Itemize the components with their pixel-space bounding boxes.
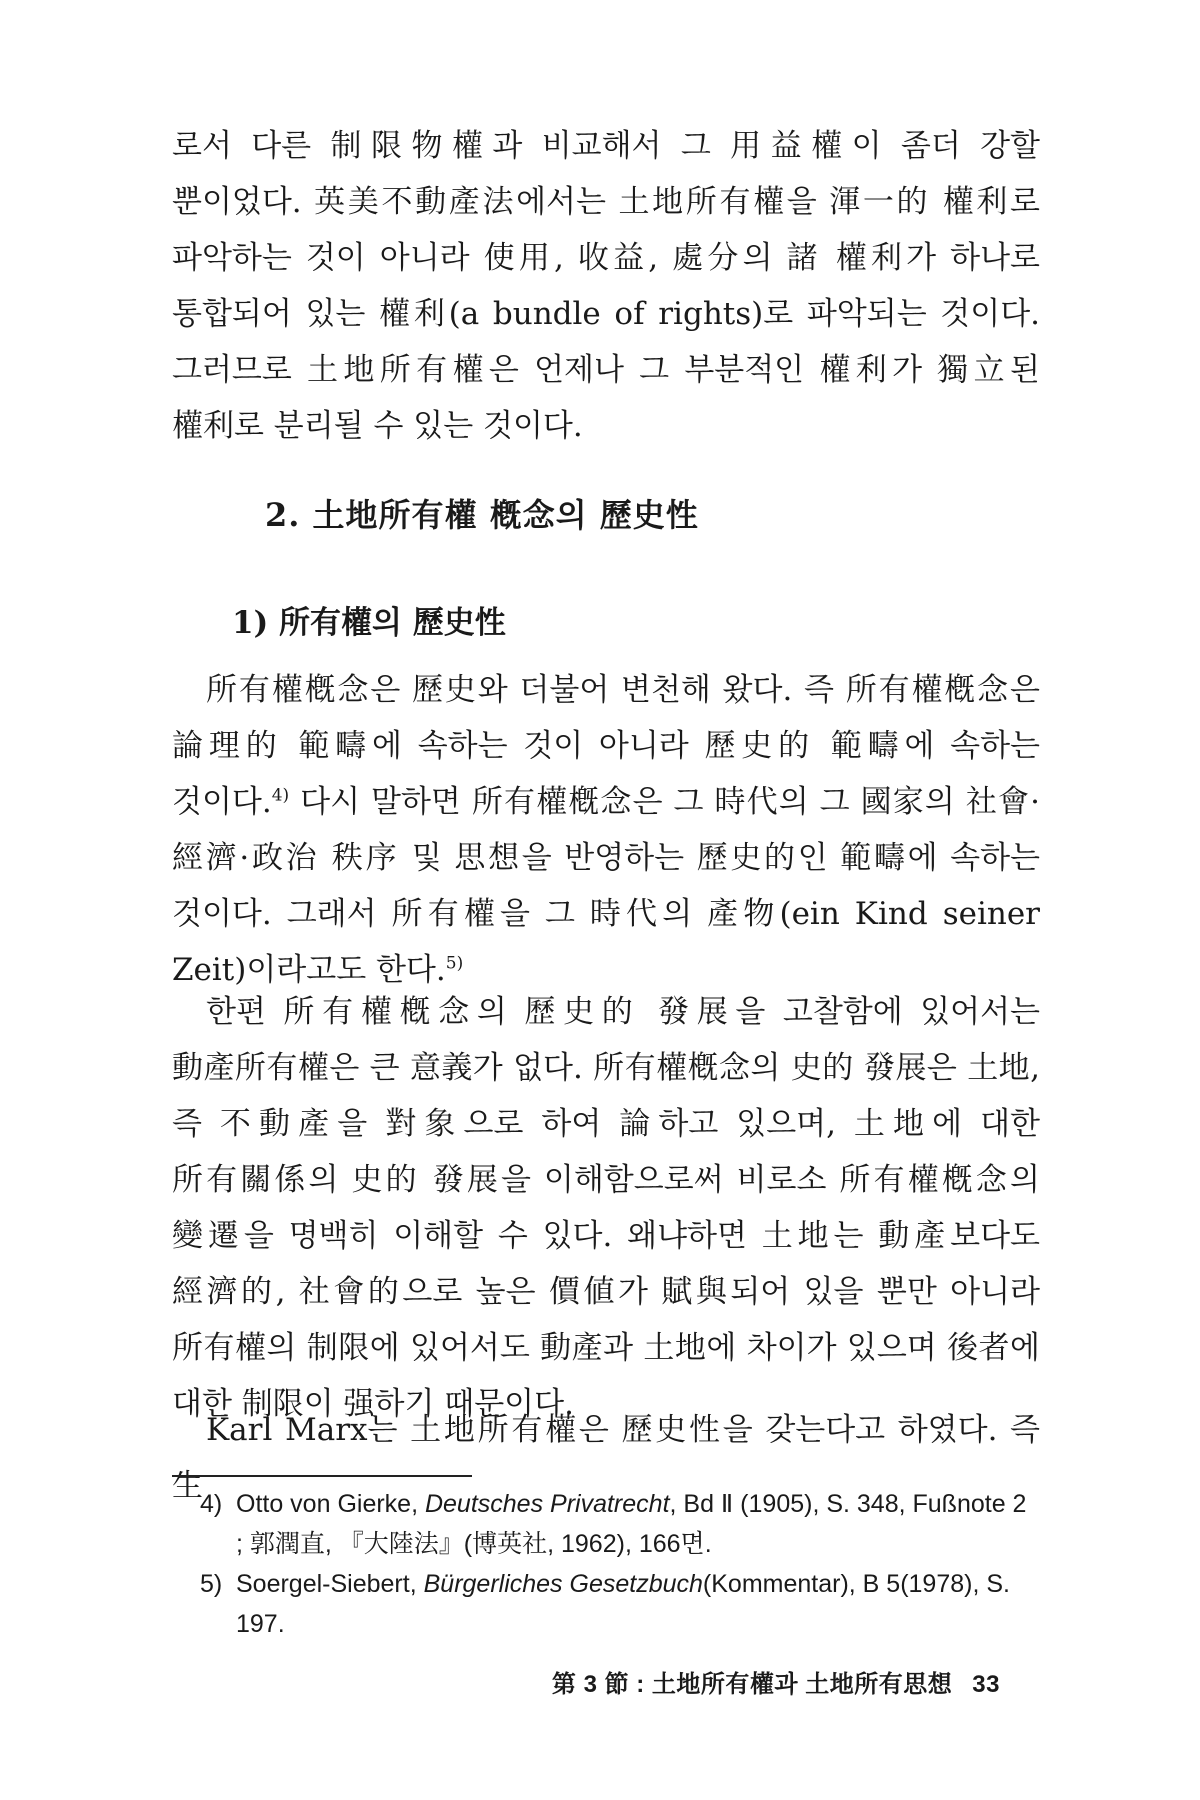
- section-heading: 2. 土地所有權 槪念의 歷史性: [265, 496, 699, 534]
- footnote-title: Bürgerliches Gesetzbuch: [423, 1570, 703, 1598]
- footnotes: [200, 1484, 1040, 1644]
- footnote-item: [200, 1484, 1040, 1564]
- paragraph-text: Karl Marx는 土地所有權은 歷史性을 갖는다고 하였다. 즉 生: [172, 1412, 1040, 1504]
- footnote-text: Otto von Gierke,: [236, 1490, 425, 1518]
- footnote-reference: 4): [271, 785, 290, 806]
- body-paragraph: [172, 984, 1040, 1432]
- footnote-divider: [172, 1475, 472, 1477]
- subsection-heading: 1) 所有權의 歷史性: [232, 605, 506, 641]
- footnote-text: , Bd Ⅱ (1905), S. 348, Fußnote 2 ; 郭潤直, 『大陸法』(博英社, 1962), 166면.: [236, 1490, 1027, 1558]
- footnote-number: 5): [200, 1570, 223, 1598]
- footnote-item: [200, 1564, 1040, 1644]
- running-footer: [552, 1664, 1000, 1699]
- page-number: 33: [972, 1671, 1000, 1698]
- paragraph-text: 所有權槪念은 歷史와 더불어 변천해 왔다. 즉 所有權槪念은 論理的 範疇에 속하는 것이 아니라 歷史的 範疇에 속하는 것이다.: [172, 672, 1040, 820]
- paragraph-text: 다시 말하면 所有權槪念은 그 時代의 그 國家의 社會·經濟·政治 秩序 및 思想을 반영하는 歷史的인 範疇에 속하는 것이다. 그래서 所有權을 그 時代의 產物(ein Kind seiner Zeit)이라고도 한다.: [172, 784, 1040, 988]
- footnote-number: 4): [200, 1490, 223, 1518]
- footnote-text: Soergel-Siebert,: [236, 1570, 424, 1598]
- paragraph-text: 로서 다른 制限物權과 비교해서 그 用益權이 좀더 강할 뿐이었다. 英美不動產法에서는 土地所有權을 渾一的 權利로 파악하는 것이 아니라 使用, 收益, 處分의 諸 權利가 하나로 통합되어 있는 權利(a bundle of rights)로 파악되는 것이다. 그러므로 土地所有權은 언제나 그 부분적인 權利가 獨立된 權利로 분리될 수 있는 것이다.: [172, 128, 1040, 444]
- body-paragraph: [172, 662, 1040, 998]
- body-paragraph: [172, 118, 1040, 454]
- footnote-text: (Kommentar), B 5(1978), S. 197.: [236, 1570, 1010, 1638]
- footnote-title: Deutsches Privatrecht: [424, 1490, 670, 1518]
- paragraph-text: 한편 所有權槪念의 歷史的 發展을 고찰함에 있어서는 動產所有權은 큰 意義가 없다. 所有權槪念의 史的 發展은 土地, 즉 不動產을 對象으로 하여 論하고 있으며, 土地에 대한 所有關係의 史的 發展을 이해함으로써 비로소 所有權槪念의 變遷을 명백히 이해할 수 있다. 왜냐하면 土地는 動產보다도 經濟的, 社會的으로 높은 價値가 賦與되어 있을 뿐만 아니라 所有權의 制限에 있어서도 動產과 土地에 차이가 있으며 後者에 대한 制限이 强하기 때문이다.: [172, 994, 1040, 1422]
- running-title: 第 3 節 : 土地所有權과 土地所有思想: [551, 1671, 953, 1698]
- footnote-reference: 5): [445, 953, 464, 974]
